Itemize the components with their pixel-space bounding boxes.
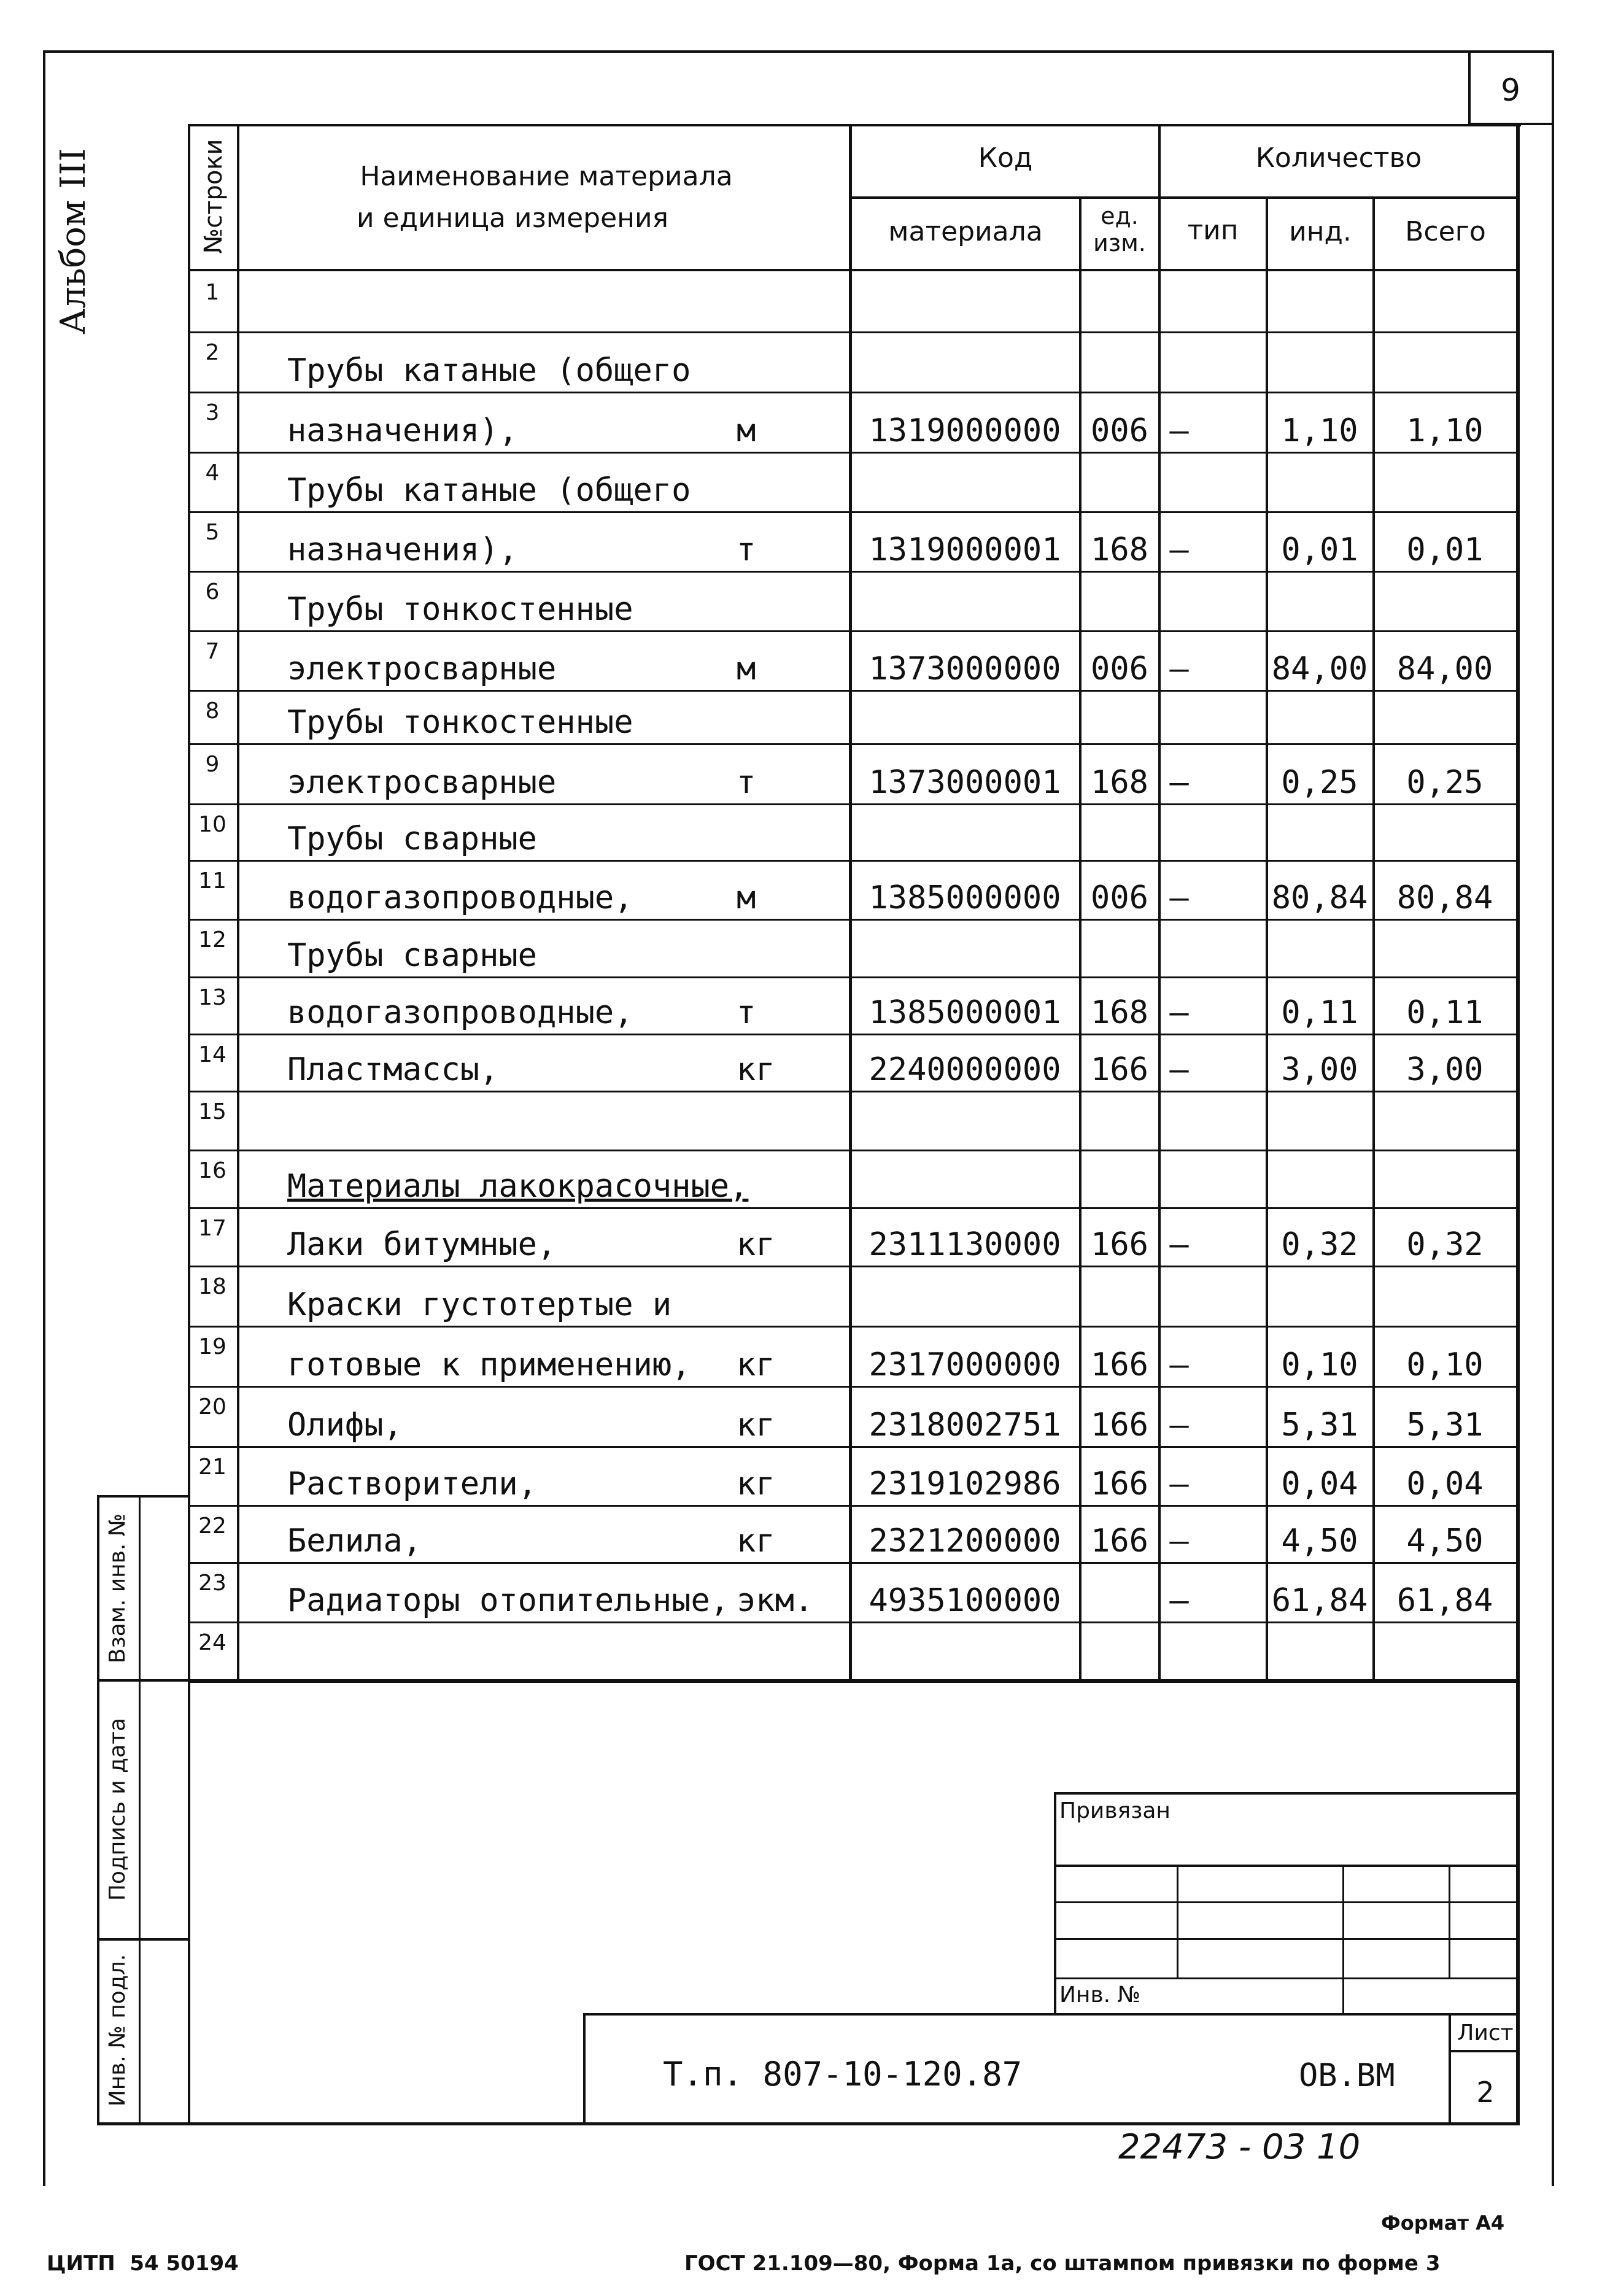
- row-divider: [188, 1386, 1520, 1388]
- row-divider: [188, 452, 1520, 454]
- header-row-no: №строки: [199, 139, 228, 254]
- qty-total: 0,11: [1406, 994, 1484, 1031]
- unit-code: 006: [1091, 651, 1148, 687]
- qty-ind: 4,50: [1281, 1523, 1358, 1560]
- material-code: 1385000001: [869, 994, 1061, 1031]
- header-code-material: материала: [888, 216, 1043, 247]
- header-qty-total: Всего: [1405, 216, 1486, 247]
- material-name: назначения),: [287, 531, 518, 568]
- rowno-col-line: [237, 124, 239, 1683]
- handwritten-number: 22473 - 03 10: [1118, 2127, 1361, 2167]
- qty-ind: 84,00: [1271, 651, 1368, 687]
- row-divider: [188, 1505, 1520, 1507]
- material-name: Трубы катаные (общего: [287, 352, 691, 389]
- designation: Т.п. 807-10-120.87: [663, 2055, 1023, 2093]
- unit-code: 168: [1091, 764, 1148, 801]
- material-name: водогазопроводные,: [287, 994, 633, 1031]
- row-number: 15: [198, 1099, 226, 1124]
- material-name: Краски густотертые и: [287, 1286, 672, 1323]
- unit-code: 166: [1091, 1226, 1148, 1263]
- frame-top: [43, 50, 1554, 53]
- qty-ind: 61,84: [1271, 1582, 1368, 1619]
- qty-type: –: [1169, 1466, 1189, 1502]
- header-quantity: Количество: [1255, 142, 1422, 174]
- material-name: Трубы сварные: [287, 821, 537, 857]
- material-unit: м: [737, 412, 756, 449]
- side-stamp-bottom: [97, 2122, 190, 2125]
- name-col-line: [849, 124, 852, 1683]
- material-code: 1385000000: [869, 879, 1061, 916]
- inv-no-label: Инв. №: [1059, 1982, 1141, 2008]
- unit-code: 166: [1091, 1051, 1148, 1088]
- header-bottom-line: [188, 269, 1520, 271]
- header-name-line1: Наименование материала: [360, 161, 733, 192]
- qty-total: 3,00: [1406, 1051, 1484, 1088]
- qty-type: –: [1169, 1582, 1189, 1619]
- qty-total: 0,32: [1406, 1226, 1484, 1263]
- material-unit: кг: [737, 1523, 775, 1560]
- row-number: 19: [198, 1334, 226, 1359]
- row-divider: [188, 630, 1520, 632]
- frame-left: [43, 50, 45, 2186]
- row-number: 6: [205, 579, 220, 605]
- material-unit: экм.: [737, 1582, 814, 1619]
- unit-code: 168: [1091, 994, 1148, 1031]
- qty-total: 4,50: [1406, 1523, 1484, 1560]
- row-divider: [188, 919, 1520, 921]
- qty-type: –: [1169, 1226, 1189, 1263]
- qty-ind: 0,25: [1281, 764, 1358, 801]
- material-code: 4935100000: [869, 1582, 1061, 1619]
- row-divider: [188, 1562, 1520, 1564]
- material-code: 1373000001: [869, 764, 1061, 801]
- row-divider: [188, 1034, 1520, 1035]
- row-divider: [188, 511, 1520, 513]
- row-number: 24: [198, 1630, 226, 1655]
- row-divider: [188, 743, 1520, 745]
- row-divider: [188, 803, 1520, 805]
- row-number: 23: [198, 1571, 226, 1596]
- row-number: 16: [198, 1158, 226, 1183]
- page-number: 9: [1501, 72, 1520, 108]
- row-divider: [188, 571, 1520, 573]
- qty-ind: 0,04: [1281, 1466, 1358, 1502]
- material-code: 1373000000: [869, 651, 1061, 687]
- material-name: Трубы катаные (общего: [287, 472, 691, 509]
- side-inv-podl-label: Инв. № подл.: [105, 1954, 130, 2107]
- row-number: 18: [198, 1274, 226, 1299]
- qty-type: –: [1169, 1523, 1189, 1560]
- qty-ind: 3,00: [1281, 1051, 1358, 1088]
- header-name-line2: и единица измерения: [356, 203, 669, 234]
- material-code: 2319102986: [869, 1466, 1061, 1502]
- qty-total: 84,00: [1396, 651, 1493, 687]
- row-number: 21: [198, 1455, 226, 1480]
- material-name: Растворители,: [287, 1466, 537, 1502]
- material-name: Лаки битумные,: [287, 1226, 557, 1263]
- header-code: Код: [978, 142, 1033, 174]
- row-divider: [188, 860, 1520, 862]
- row-divider: [188, 1446, 1520, 1448]
- row-number: 10: [198, 812, 226, 837]
- sheet-box-mid: [1449, 2050, 1520, 2052]
- row-divider: [188, 1207, 1520, 1209]
- format-label: Формат А4: [1381, 2211, 1505, 2235]
- unit-code: 168: [1091, 531, 1148, 568]
- row-number: 5: [205, 520, 220, 545]
- material-unit: т: [737, 994, 756, 1031]
- qty-type: –: [1169, 531, 1189, 568]
- qty-total: 5,31: [1406, 1407, 1484, 1444]
- row-number: 12: [198, 927, 226, 953]
- material-code: 1319000000: [869, 412, 1061, 449]
- material-name: назначения),: [287, 412, 518, 449]
- qty-total: 80,84: [1396, 879, 1493, 916]
- qty-type: –: [1169, 1407, 1189, 1444]
- qty-total: 0,04: [1406, 1466, 1484, 1502]
- material-name: Трубы сварные: [287, 937, 537, 974]
- side-stamp-inner: [139, 1495, 141, 2125]
- material-unit: кг: [737, 1407, 775, 1444]
- material-name: Материалы лакокрасочные,: [287, 1168, 749, 1205]
- header-mid-line: [849, 196, 1520, 199]
- material-name: водогазопроводные,: [287, 879, 633, 916]
- material-unit: т: [737, 764, 756, 801]
- linked-stamp-left: [1054, 1792, 1056, 2014]
- album-label: Альбом III: [53, 148, 93, 334]
- material-code: 1319000001: [869, 531, 1061, 568]
- row-divider: [188, 1622, 1520, 1623]
- sheet-number: 2: [1476, 2076, 1495, 2109]
- material-code: 2317000000: [869, 1347, 1061, 1383]
- qty-ind: 0,01: [1281, 531, 1358, 568]
- linked-stamp-top: [1054, 1792, 1519, 1795]
- material-name: Олифы,: [287, 1407, 403, 1444]
- qty-type: –: [1169, 764, 1189, 801]
- table-bottom-line: [188, 1679, 1520, 1683]
- material-unit: кг: [737, 1347, 775, 1383]
- row-divider: [188, 1266, 1520, 1267]
- material-code: 2240000000: [869, 1051, 1061, 1088]
- material-name: электросварные: [287, 764, 557, 801]
- qty-type: –: [1169, 1347, 1189, 1383]
- frame-right: [1552, 50, 1554, 2186]
- row-number: 20: [198, 1394, 226, 1420]
- row-divider: [188, 690, 1520, 692]
- row-number: 11: [198, 868, 226, 894]
- row-divider: [188, 1091, 1520, 1092]
- side-stamp-top: [97, 1495, 190, 1498]
- side-vzam-label: Взам. инв. №: [105, 1513, 130, 1664]
- material-name: Трубы тонкостенные: [287, 704, 633, 741]
- row-number: 7: [205, 639, 220, 664]
- title-block-left: [583, 2013, 586, 2125]
- qty-ind: 5,31: [1281, 1407, 1358, 1444]
- qty-type: –: [1169, 1051, 1189, 1088]
- row-number: 13: [198, 985, 226, 1010]
- qty-ind: 1,10: [1281, 412, 1358, 449]
- material-name: Белила,: [287, 1523, 422, 1560]
- row-number: 14: [198, 1042, 226, 1067]
- qty-type: –: [1169, 412, 1189, 449]
- row-number: 8: [205, 698, 220, 724]
- material-name: Радиаторы отопительные,: [287, 1582, 730, 1619]
- header-qty-type: тип: [1187, 215, 1239, 246]
- row-number: 2: [205, 340, 220, 365]
- row-divider: [188, 331, 1520, 333]
- qty-total: 0,25: [1406, 764, 1484, 801]
- unit-code: 006: [1091, 412, 1148, 449]
- linked-stamp-col2: [1342, 1865, 1344, 2014]
- side-signature-label: Подпись и дата: [105, 1717, 130, 1901]
- row-number: 3: [205, 400, 220, 425]
- unit-code: 006: [1091, 879, 1148, 916]
- footer-right: ГОСТ 21.109—80, Форма 1а, со штампом привязки по форме 3: [684, 2251, 1441, 2276]
- title-block-top: [583, 2013, 1520, 2016]
- material-name: готовые к применению,: [287, 1347, 691, 1383]
- qty-total: 61,84: [1396, 1582, 1493, 1619]
- row-number: 22: [198, 1513, 226, 1539]
- material-name: электросварные: [287, 651, 557, 687]
- linked-stamp-col1: [1177, 1865, 1178, 1979]
- row-number: 4: [205, 460, 220, 485]
- header-code-unit: ед. изм.: [1093, 203, 1146, 257]
- table-top: [188, 124, 1521, 126]
- row-divider: [188, 1326, 1520, 1328]
- row-number: 17: [198, 1216, 226, 1241]
- qty-ind: 0,32: [1281, 1226, 1358, 1263]
- side-stamp-div2: [97, 1938, 190, 1941]
- material-unit: кг: [737, 1466, 775, 1502]
- header-qty-ind: инд.: [1289, 216, 1352, 247]
- side-stamp-left: [97, 1495, 99, 2125]
- unit-code: 166: [1091, 1466, 1148, 1502]
- row-number: 9: [205, 752, 220, 777]
- row-divider: [188, 976, 1520, 978]
- section-code: ОВ.ВМ: [1299, 2057, 1395, 2094]
- material-unit: м: [737, 879, 756, 916]
- title-block-bottom: [188, 2122, 1520, 2125]
- material-code: 2311130000: [869, 1226, 1061, 1263]
- material-name: Трубы тонкостенные: [287, 591, 633, 628]
- material-unit: т: [737, 531, 756, 568]
- row-divider: [188, 392, 1520, 393]
- qty-total: 0,10: [1406, 1347, 1484, 1383]
- material-unit: м: [737, 651, 756, 687]
- qty-ind: 0,10: [1281, 1347, 1358, 1383]
- side-stamp-div1: [97, 1679, 190, 1682]
- material-unit: кг: [737, 1051, 775, 1088]
- linked-label: Привязан: [1059, 1798, 1171, 1823]
- qty-ind: 80,84: [1271, 879, 1368, 916]
- qty-total: 0,01: [1406, 531, 1484, 568]
- qty-total: 1,10: [1406, 412, 1484, 449]
- row-number: 1: [205, 280, 220, 305]
- qty-type: –: [1169, 879, 1189, 916]
- qty-ind: 0,11: [1281, 994, 1358, 1031]
- material-code: 2321200000: [869, 1523, 1061, 1560]
- linked-stamp-col3: [1449, 1865, 1450, 1979]
- row-divider: [188, 1150, 1520, 1151]
- qty-type: –: [1169, 994, 1189, 1031]
- material-unit: кг: [737, 1226, 775, 1263]
- unit-code: 166: [1091, 1407, 1148, 1444]
- unit-code: 166: [1091, 1347, 1148, 1383]
- qty-type: –: [1169, 651, 1189, 687]
- unit-code: 166: [1091, 1523, 1148, 1560]
- sheet-label: Лист: [1457, 2020, 1514, 2046]
- material-name: Пластмассы,: [287, 1051, 499, 1088]
- footer-left: ЦИТП 54 50194: [47, 2251, 239, 2276]
- material-code: 2318002751: [869, 1407, 1061, 1444]
